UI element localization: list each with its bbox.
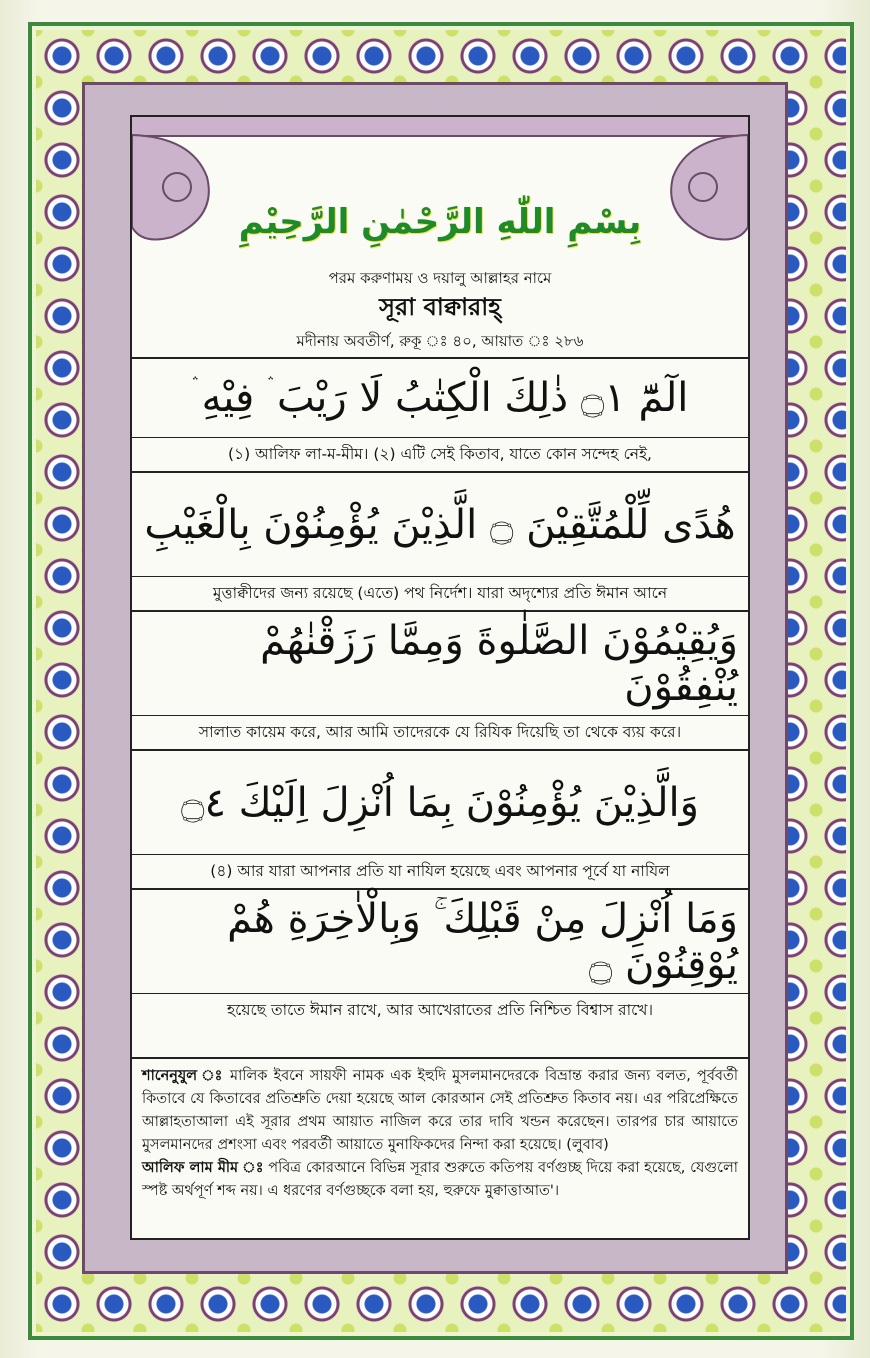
- verse-translation: সালাত কায়েম করে, আর আমি তাদেরকে যে রিযিক দিয়েছি তা থেকে ব্যয় করে।: [132, 715, 748, 749]
- verse-translation: হয়েছে তাতে ঈমান রাখে, আর আখেরাতের প্রতি নিশ্চিত বিশ্বাস রাখে।: [132, 993, 748, 1027]
- arabic-verse: هُدًى لِّلْمُتَّقِيْنَ ۝ الَّذِيْنَ يُؤْمِنُوْنَ بِالْغَيْبِ: [132, 471, 748, 576]
- text-panel: [130, 115, 750, 1240]
- surah-title: সূরা বাক্বারাহ্: [379, 293, 501, 321]
- arabic-verse: وَالَّذِيْنَ يُؤْمِنُوْنَ بِمَا اُنْزِلَ اِلَيْكَ ۝٤: [132, 749, 748, 854]
- commentary-notes: [132, 1057, 748, 1203]
- verse-translation: (১) আলিফ লা-ম-মীম। (২) এটি সেই কিতাব, যাতে কোন সন্দেহ নেই,: [132, 437, 748, 471]
- arabic-verse: وَيُقِيْمُوْنَ الصَّلٰوةَ وَمِمَّا رَزَقْنٰهُمْ يُنْفِقُوْنَ: [132, 610, 748, 715]
- verse-translation: মুত্তাক্বীদের জন্য রয়েছে (এতে) পথ নির্দেশ। যারা অদৃশ্যের প্রতি ঈমান আনে: [132, 576, 748, 610]
- surah-meta: মদীনায় অবতীর্ণ, রুকূ ঃ ৪০, আয়াত ঃ ২৮৬: [296, 332, 584, 350]
- arabic-verse: وَمَا اُنْزِلَ مِنْ قَبْلِكَ ۚ وَبِالْاٰخِرَةِ هُمْ يُوْقِنُوْنَ ۝: [132, 888, 748, 993]
- verse-table: [132, 357, 748, 1027]
- verse-translation: (৪) আর যারা আপনার প্রতি যা নাযিল হয়েছে এবং আপনার পূর্বে যা নাযিল: [132, 854, 748, 888]
- alif-lam-mim-label: আলিফ লাম মীম ঃ: [142, 1160, 264, 1176]
- shane-nuzul-text: মালিক ইবনে সায়ফী নামক এক ইহুদি মুসলমানদেরকে বিভ্রান্ত করার জন্য বলত, পূর্ববর্তী কিতাবে যে কিতাবের প্রতিশ্রুতি দেয়া হয়েছে আল কোরআন সেই প্রতিশ্রুত কিতাব নয়। এর পরিপ্রেক্ষিতে আল্লাহতাআলা এই সূরার প্রথম আয়াত নাজিল করে তার দাবি খন্ডন করেছেন। তারপর চার আয়াতে মুসলমানদের প্রশংসা এবং পরবর্তী আয়াতে মুনাফিকদের নিন্দা করা হয়েছে। (লুবাব): [142, 1068, 739, 1153]
- intro-line: পরম করুণাময় ও দয়ালু আল্লাহর নামে: [328, 269, 552, 287]
- arabic-verse: الٓمّٓ ۝١ ذٰلِكَ الْكِتٰبُ لَا رَيْبَ ۛ فِيْهِ ۛ: [132, 357, 748, 437]
- alif-lam-mim-text: পবিত্র কোরআনে বিভিন্ন সূরার শুরুতে কতিপয় বর্ণগুচ্ছ দিয়ে করা হয়েছে, যেগুলো স্পষ্ট অর্থপূর্ণ শব্দ নয়। এ ধরণের বর্ণগুচ্ছকে বলা হয়, হুরুফে মুক্বাত্তাআত'।: [142, 1160, 738, 1199]
- bismillah-calligraphy: بِسْمِ اللّٰهِ الرَّحْمٰنِ الرَّحِيْمِ: [238, 202, 642, 242]
- shane-nuzul-label: শানেনুযুল ঃ: [142, 1068, 224, 1084]
